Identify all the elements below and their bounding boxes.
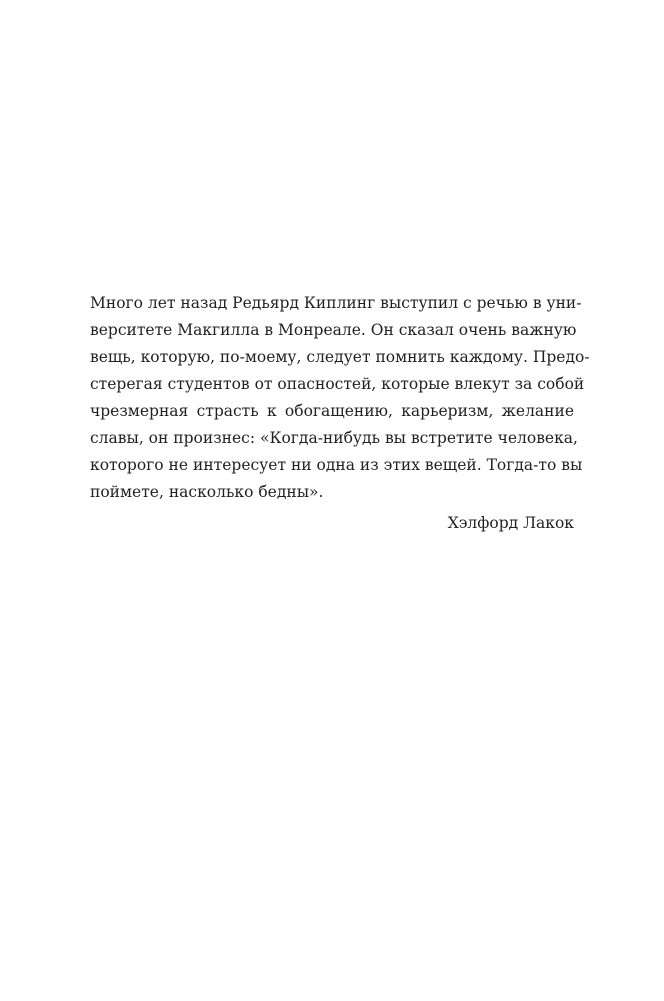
epigraph-line: которого не интересует ни одна из этих вещей. Тогда-то вы [90,456,583,474]
epigraph-line: Много лет назад Редьярд Киплинг выступил с речью в уни- [90,294,582,312]
epigraph-line: верситете Макгилла в Монреале. Он сказал очень важную [90,321,577,339]
epigraph-line: стерегая студентов от опасностей, которые влекут за собой [90,375,585,393]
epigraph-author: Хэлфорд Лакок [447,514,574,532]
epigraph-line: славы, он произнес: «Когда-нибудь вы встретите человека, [90,429,578,447]
epigraph-line: поймете, насколько бедны». [90,483,324,501]
epigraph-line: вещь, которую, по-моему, следует помнить каждому. Предо- [90,348,590,366]
epigraph-line: чрезмерная страсть к обогащению, карьеризм, желание [90,402,574,420]
epigraph [90,290,590,537]
